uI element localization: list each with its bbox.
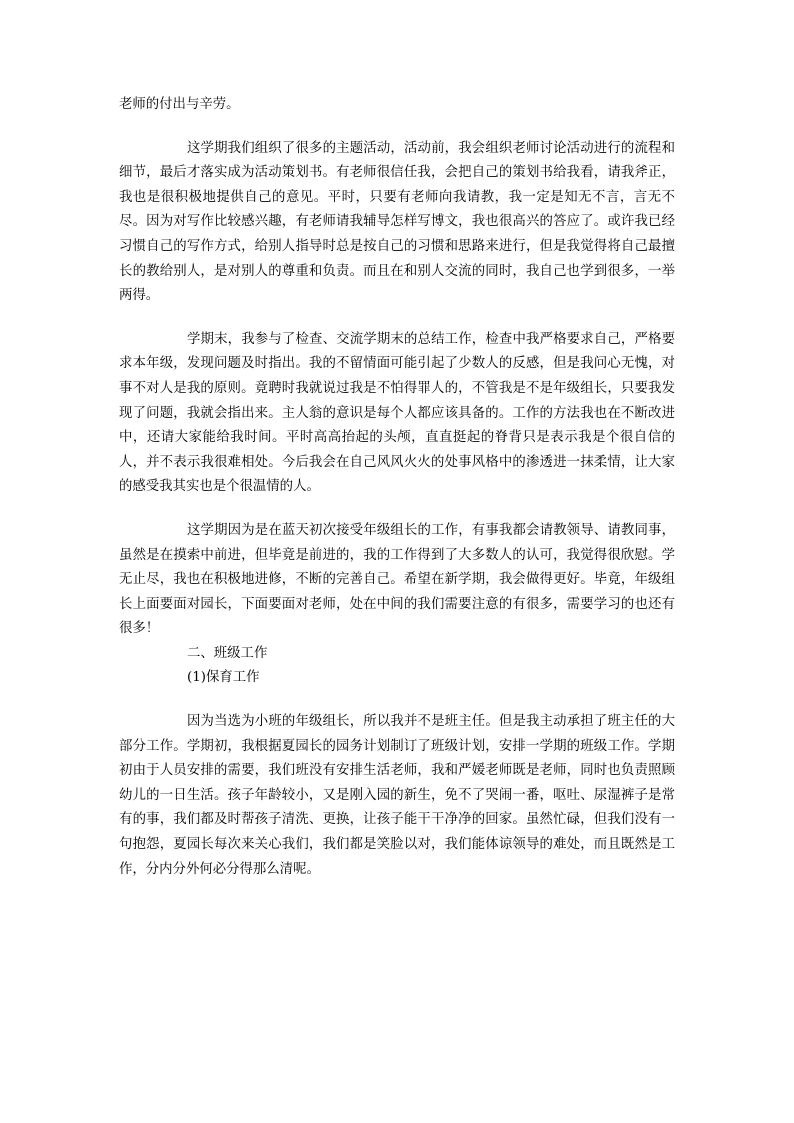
subsection-heading-care-work [119,666,675,691]
section-heading-class-work: 二、班级工作 [187,645,268,661]
paragraph-care-work: 因为当选为小班的年级组长，所以我并不是班主任。但是我主动承担了班主任的大部分工作。学期初，我根据夏园长的园务计划制订了班级计划，安排一学期的班级工作。学期初由于人员安排的需要，我们班没有安排生活老师，我和严媛老师既是老师，同时也负责照顾幼儿的一日生活。孩子年龄较小，又是刚入园的新生，免不了哭闹一番，呕吐、尿湿裤子是常有的事，我们都及时帮孩子清洗、更换，让孩子能干干净净的回家。虽然忙碌，但我们没有一句抱怨，夏园长每次来关心我们，我们都是笑脸以对，我们能体谅领导的难处，而且既然是工作，分内分外何必分得那么清呢。 [119,714,675,877]
paragraph-term-end-review: 学期末，我参与了检查、交流学期末的总结工作，检查中我严格要求自己，严格要求本年级，发现问题及时指出。我的不留情面可能引起了少数人的反感，但是我问心无愧，对事不对人是我的原则。竟聘时我就说过我是不怕得罪人的，不管我是不是年级组长，只要我发现了问题，我就会指出来。主人翁的意识是每个人都应该具备的。工作的方法我也在不断改进中，还请大家能给我时间。平时高高抬起的头颅，直直挺起的脊背只是表示我是个很自信的人，并不表示我很难相处。今后我会在自己风风火火的处事风格中的渗透进一抹柔情，让大家的感受我其实也是个很温情的人。 [119,331,675,495]
paragraph-continuation: 老师的付出与辛劳。 [119,97,240,112]
subsection-number: (1) [187,670,206,686]
paragraph-theme-activities: 这学期我们组织了很多的主题活动，活动前，我会组织老师讨论活动进行的流程和细节，最后才落实成为活动策划书。有老师很信任我，会把自己的策划书给我看，请我斧正，我也是很积极地提供自己的意见。平时，只要有老师向我请教，我一定是知无不言，言无不尽。因为对写作比较感兴趣，有老师请我辅导怎样写博文，我也很高兴的答应了。或许我已经习惯自己的写作方式，给别人指导时总是按自己的习惯和思路来进行，但是我觉得将自己最擅长的教给别人，是对别人的尊重和负责。而且在和别人交流的同时，我自己也学到很多，一举两得。 [119,140,675,304]
document-page [119,93,675,882]
paragraph-grade-leader: 这学期因为是在蓝天初次接受年级组长的工作，有事我都会请教领导、请教同事，虽然是在摸索中前进，但毕竟是前进的，我的工作得到了大多数人的认可，我觉得很欣慰。学无止尽，我也在积极地进修，不断的完善自己。希望在新学期，我会做得更好。毕竟，年级组长上面要面对园长，下面要面对老师，处在中间的我们需要注意的有很多，需要学习的也还有很多！ [119,522,675,637]
subsection-title: 保育工作 [205,670,260,686]
